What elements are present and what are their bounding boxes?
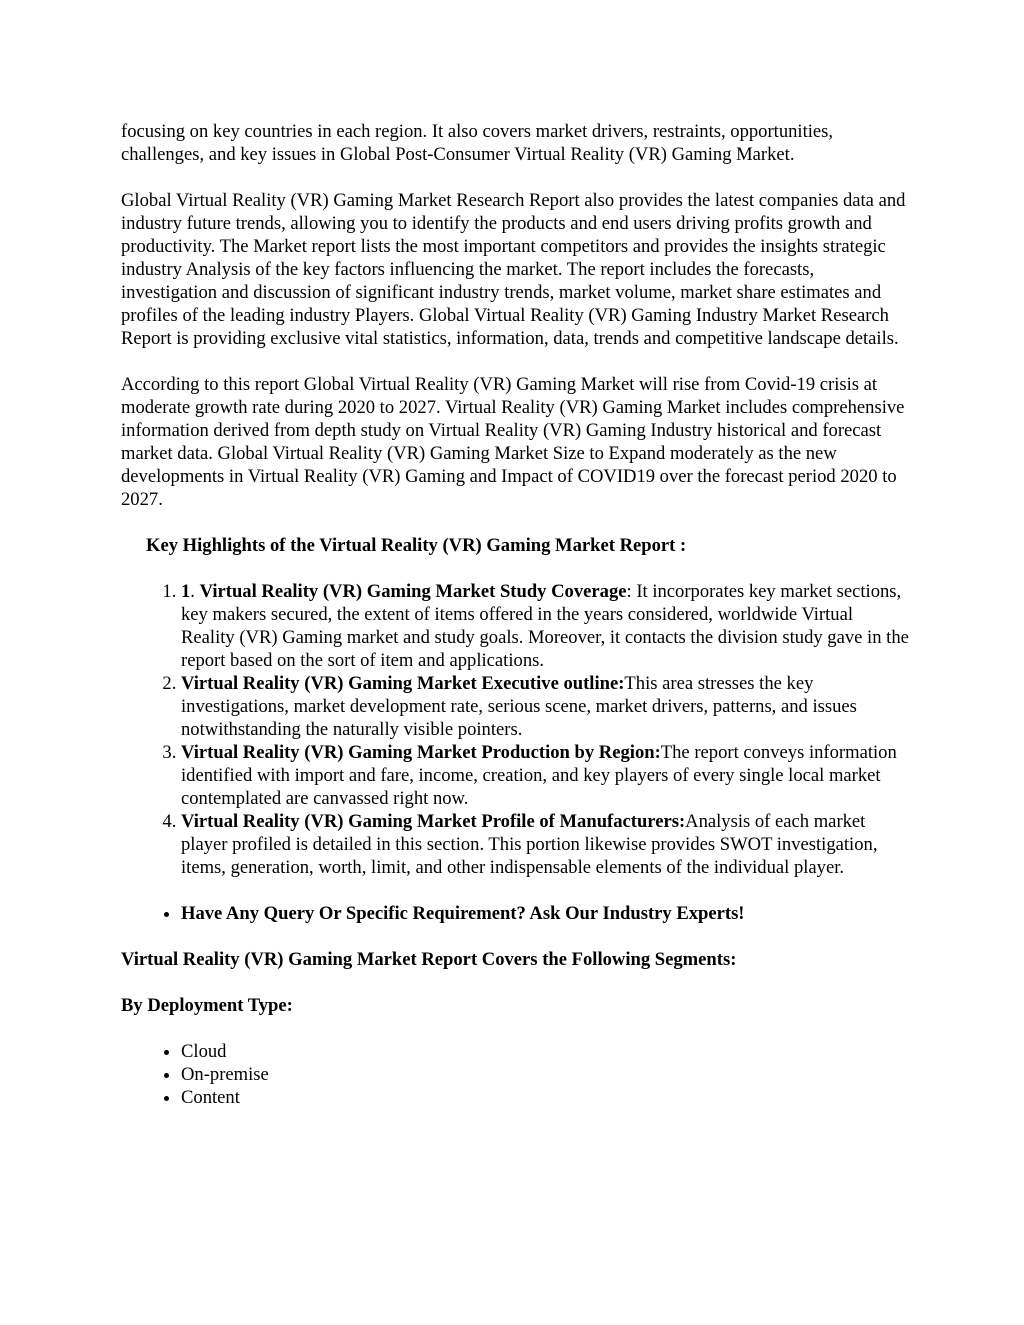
highlight-item-4 [181,810,911,879]
deployment-item-on-premise: • On-premise [181,1063,911,1086]
highlight-4-title: Virtual Reality (VR) Gaming Market Profile of Manufacturers: [181,811,686,832]
deployment-list [121,1040,911,1109]
highlights-list [121,580,911,879]
key-highlights-heading: Key Highlights of the Virtual Reality (VR) Gaming Market Report : [146,535,687,556]
highlight-item-2 [181,672,911,741]
highlight-2-title: Virtual Reality (VR) Gaming Market Executive outline: [181,673,625,694]
highlight-1-prefix: 1 [181,581,191,602]
highlight-1-body: : It incorporates key market sections, key makers secured, the extent of items offered in the years considered, worldwide Virtual Reality (VR) Gaming market and study goals. Moreover, it contacts the division study gave in the report based on the sort of item and applications. [181,581,909,671]
highlight-item-1 [181,580,911,672]
paragraph-intro: focusing on key countries in each region. It also covers market drivers, restraints, opportunities, challenges, and key issues in Global Post-Consumer Virtual Reality (VR) Gaming Market. [121,121,834,165]
query-bullet [181,902,911,925]
deployment-item-cloud: • Cloud [181,1040,911,1063]
highlight-2-body: This area stresses the key investigations, market development rate, serious scene, market drivers, patterns, and issues notwithstanding the naturally visible pointers. [181,673,857,740]
segments-heading: Virtual Reality (VR) Gaming Market Report Covers the Following Segments: [121,949,737,970]
paragraph-covid-growth: According to this report Global Virtual Reality (VR) Gaming Market will rise from Covid-19 crisis at moderate growth rate during 2020 to 2027. Virtual Reality (VR) Gaming Market includes comprehensive information derived from depth study on Virtual Reality (VR) Gaming Industry historical and forecast market data. Global Virtual Reality (VR) Gaming Market Size to Expand moderately as the new developments in Virtual Reality (VR) Gaming and Impact of COVID19 over the forecast period 2020 to 2027. [121,374,905,510]
deployment-item-content: • Content [181,1086,911,1109]
highlight-4-body: Analysis of each market player profiled is detailed in this section. This portion likewise provides SWOT investigation, items, generation, worth, limit, and other indispensable elements of the individual player. [181,811,878,878]
highlight-3-title: Virtual Reality (VR) Gaming Market Production by Region: [181,742,661,763]
paragraph-report-overview: Global Virtual Reality (VR) Gaming Market Research Report also provides the latest companies data and industry future trends, allowing you to identify the products and end users driving profits growth and productivity. The Market report lists the most important competitors and provides the insights strategic industry Analysis of the key factors influencing the market. The report includes the forecasts, investigation and discussion of significant industry trends, market volume, market share estimates and profiles of the leading industry Players. Global Virtual Reality (VR) Gaming Industry Market Research Report is providing exclusive vital statistics, information, data, trends and competitive landscape details. [121,190,906,349]
query-link-text[interactable]: Have Any Query Or Specific Requirement? Ask Our Industry Experts! [181,903,745,924]
highlight-1-sep: . [190,581,200,602]
highlight-3-body: The report conveys information identified with import and fare, income, creation, and key players of every single local market contemplated are canvassed right now. [181,742,897,809]
highlight-1-title: Virtual Reality (VR) Gaming Market Study Coverage [199,581,627,602]
highlight-item-3 [181,741,911,810]
deployment-heading: By Deployment Type: [121,995,293,1016]
query-list [121,902,911,925]
document-page [121,120,911,1132]
